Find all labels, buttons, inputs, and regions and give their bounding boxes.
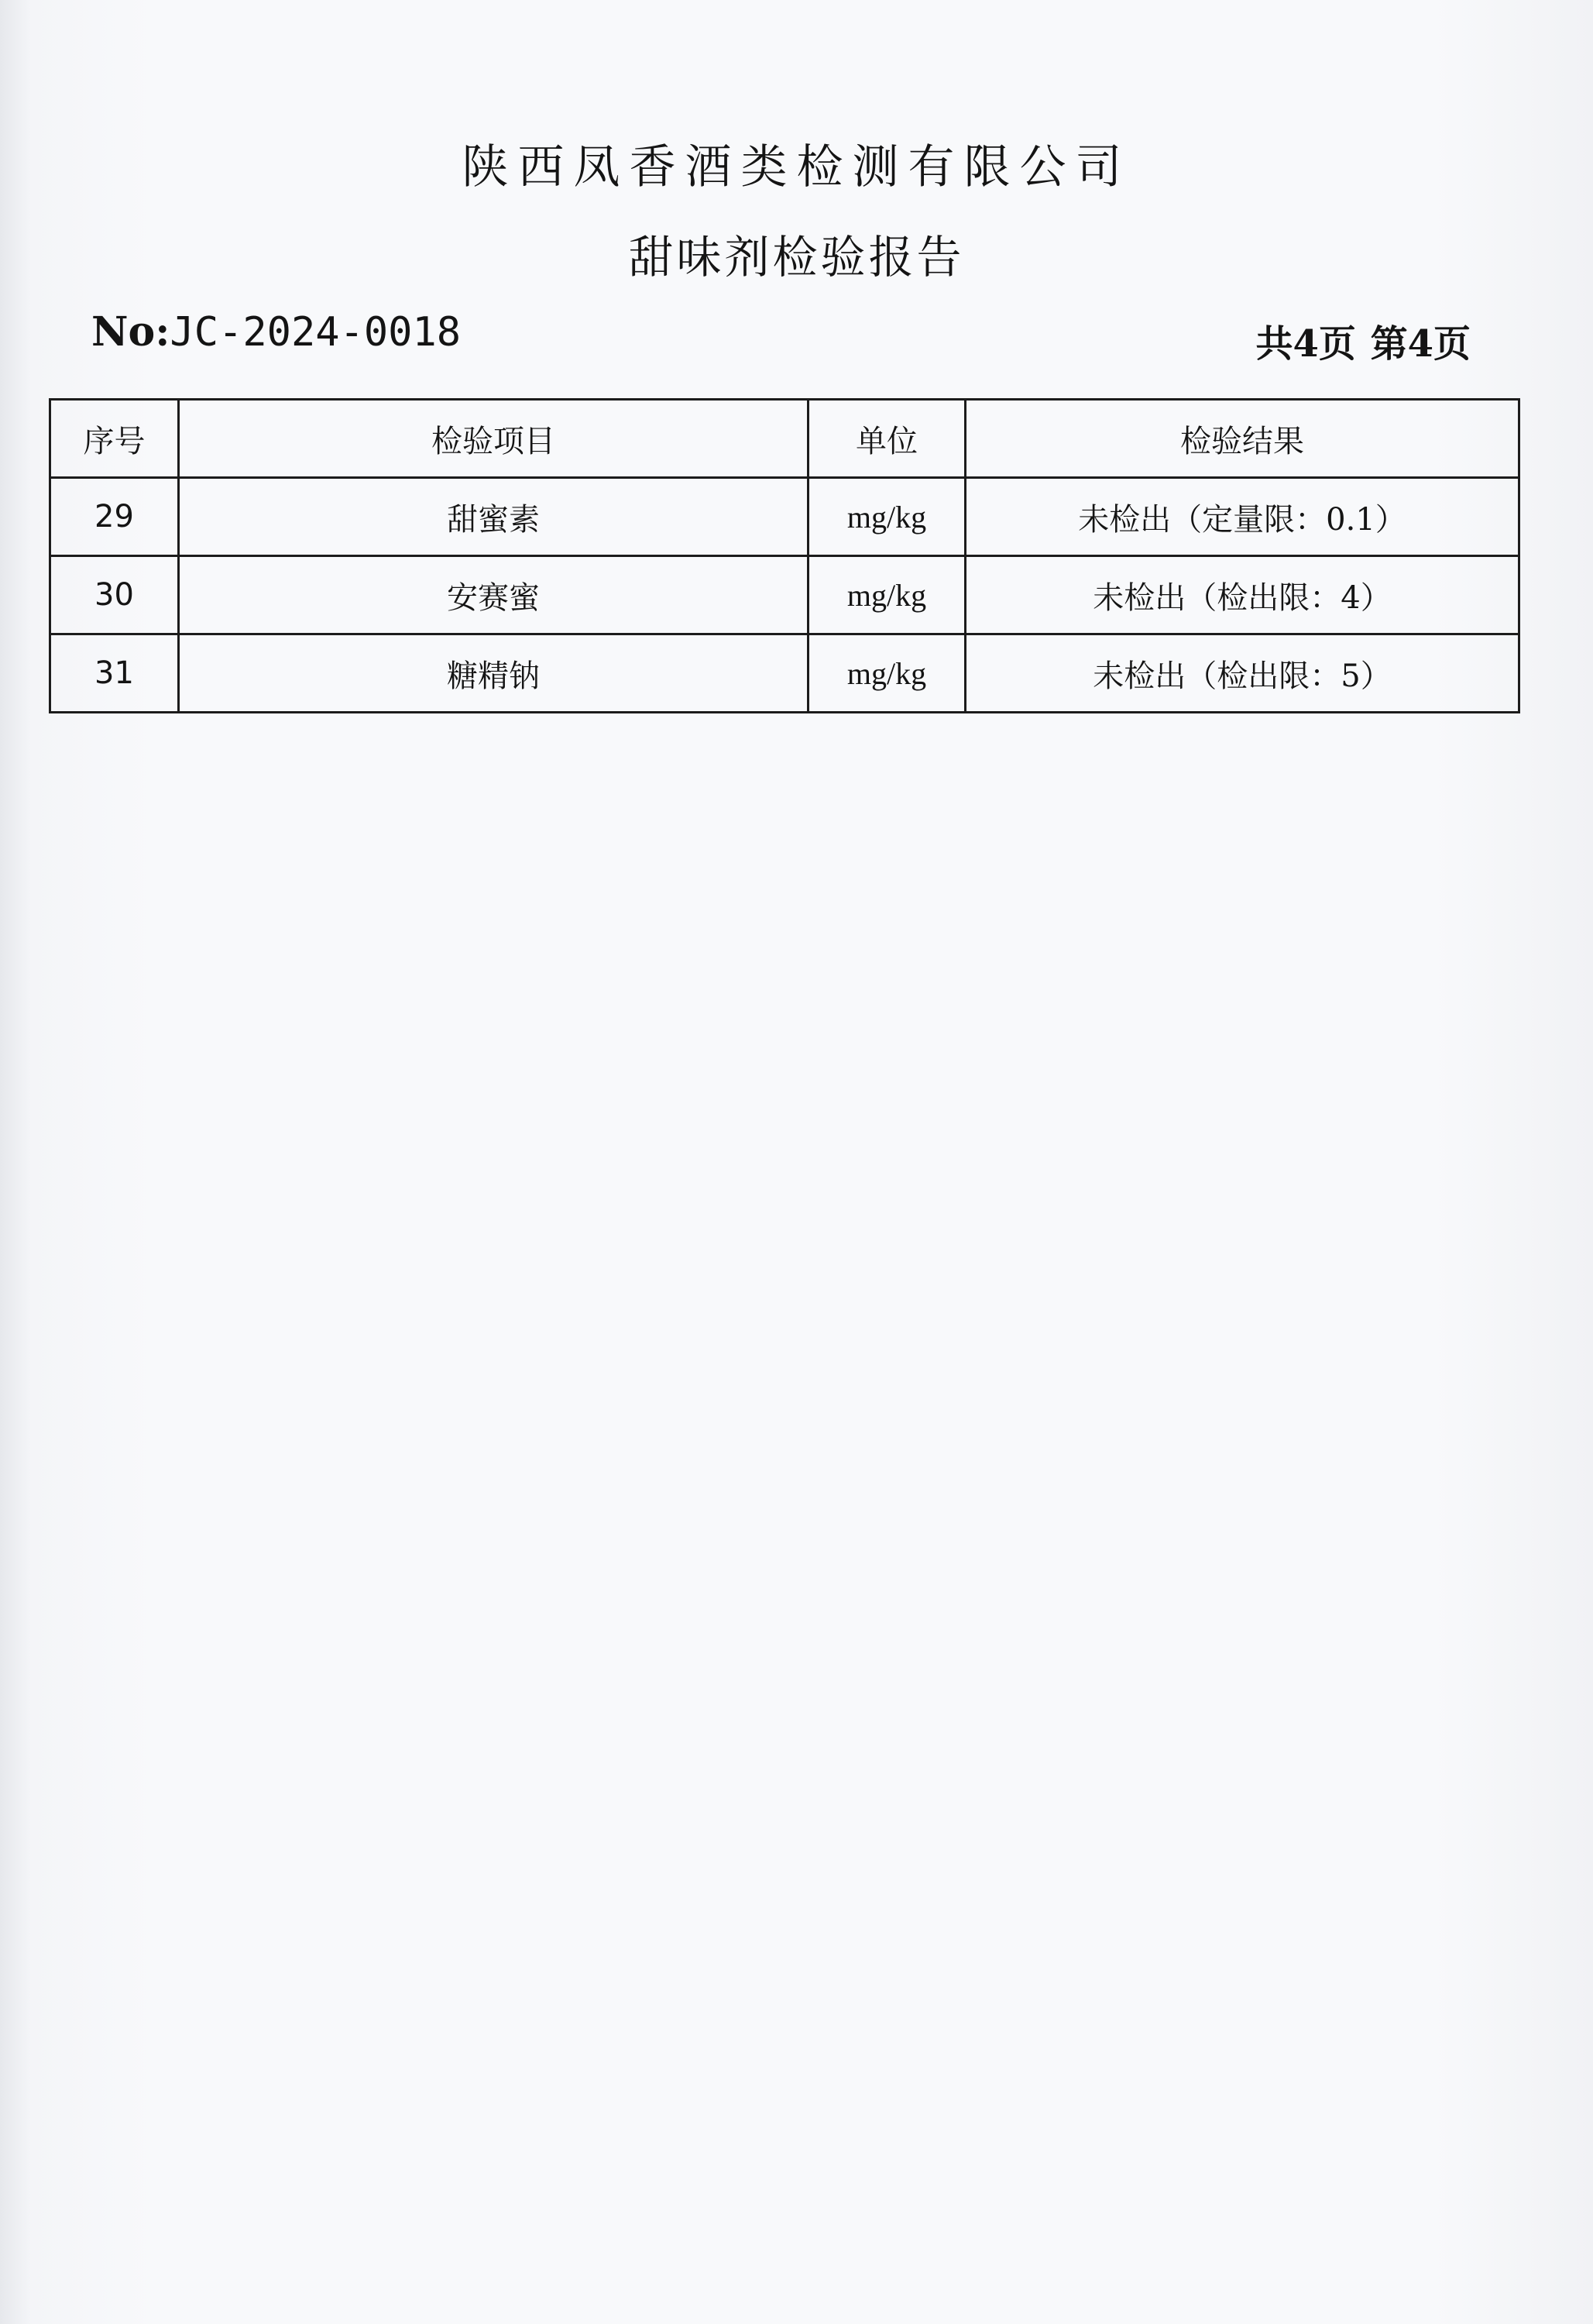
table-row [50, 478, 1519, 556]
results-table [49, 398, 1520, 713]
row-result: 未检出（检出限：5） [966, 634, 1519, 713]
header-result: 检验结果 [966, 400, 1519, 478]
header-unit: 单位 [809, 400, 966, 478]
page-indicator [1254, 314, 1471, 367]
company-name: 陕西凤香酒类检测有限公司 [462, 140, 1131, 194]
row-unit: mg/kg [809, 634, 966, 713]
page-total: 共4页 [1255, 322, 1356, 366]
row-item: 糖精钠 [179, 634, 809, 713]
table-header-row [50, 400, 1519, 478]
table-row [50, 556, 1519, 634]
row-item: 甜蜜素 [179, 478, 809, 556]
row-seq: 29 [50, 478, 179, 556]
row-seq: 31 [50, 634, 179, 713]
header-seq: 序号 [50, 400, 179, 478]
report-title: 甜味剂检验报告 [628, 231, 965, 284]
row-unit: mg/kg [809, 478, 966, 556]
row-item: 安赛蜜 [179, 556, 809, 634]
row-result: 未检出（检出限：4） [966, 556, 1519, 634]
page-current: 第4页 [1370, 322, 1471, 366]
row-seq: 30 [50, 556, 179, 634]
table-row [50, 634, 1519, 713]
report-number [91, 308, 461, 356]
row-unit: mg/kg [809, 556, 966, 634]
header-item: 检验项目 [179, 400, 809, 478]
row-result: 未检出（定量限：0.1） [966, 478, 1519, 556]
report-number-value: JC-2024-0018 [170, 309, 462, 356]
report-number-label: No: [91, 308, 170, 356]
